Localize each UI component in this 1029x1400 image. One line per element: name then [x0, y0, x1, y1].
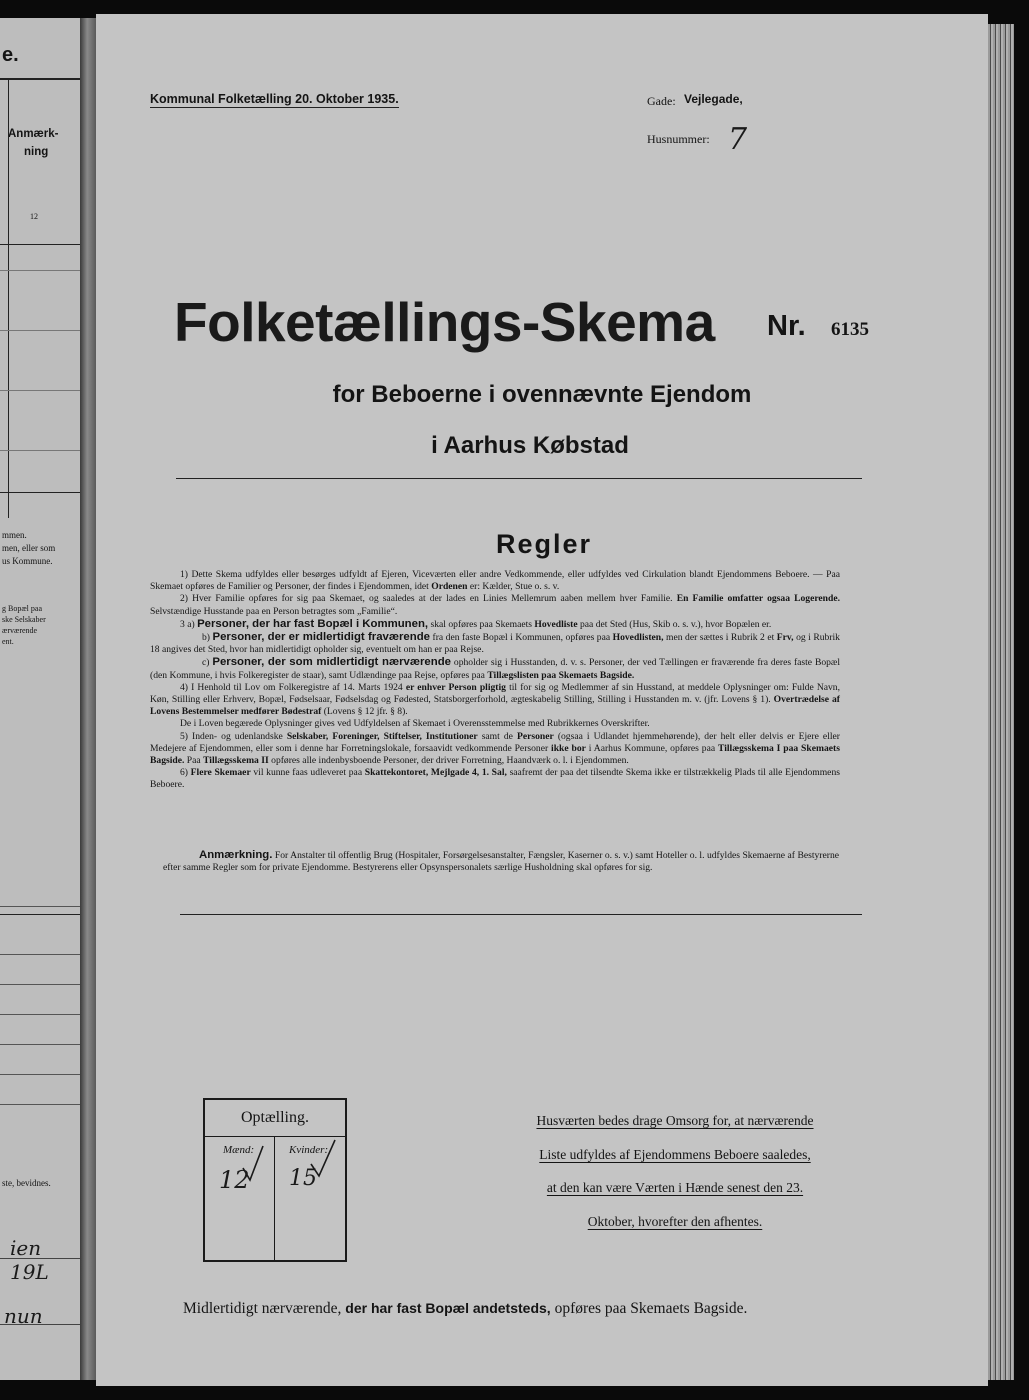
- left-snip: mmen.: [2, 530, 27, 540]
- census-header: Kommunal Folketælling 20. Oktober 1935.: [150, 92, 399, 106]
- kvinder-value: 15: [289, 1166, 317, 1191]
- rule-4-cont: De i Loven begærede Oplysninger gives ved Udfyldelsen af Skemaet i Overensstemmelse med Rubrikkernes Overskrifter.: [180, 718, 650, 730]
- left-row-line: [0, 1074, 80, 1075]
- anmaerkning-block: [163, 849, 839, 874]
- left-row-line: [0, 390, 80, 391]
- left-snip: ste, bevidnes.: [2, 1178, 51, 1188]
- kvinder-tick-mark: [309, 1138, 339, 1182]
- divider-top: [176, 478, 862, 479]
- husnummer-value: 7: [728, 122, 748, 157]
- form-subtitle: for Beboerne i ovennævnte Ejendom: [332, 381, 752, 408]
- regler-heading: Regler: [495, 529, 593, 559]
- left-snip: ærværende: [2, 626, 38, 635]
- gade-label: Gade:: [647, 94, 676, 108]
- left-col-rule: [8, 78, 9, 518]
- left-row-line: [0, 1324, 80, 1325]
- rule-5: 5) Inden- og udenlandske Selskaber, Foreninger, Stiftelser, Institutioner samt de Personer (ogsaa i Udlandet hjemmehørende), der helt eller delvis er Ejere eller Medejere af Ejendommen, eller som i denne har Forretningslokale, forsaavidt vedkommende Personer ikke bor i Aarhus Kommune, opføres paa Tillægsskema I paa Skemaets Bagside. Paa Tillægsskema II opføres alle indenbysboende Personer, der driver Forretning, Haandværk o. l. i Ejendommen.: [150, 730, 840, 767]
- left-handwriting: ien 19L: [10, 1236, 49, 1284]
- anmaerkning-text: Anmærkning. For Anstalter til offentlig Brug (Hospitaler, Forsørgelsesanstalter, Fængsler, Kaserner o. s. v.) samt Hoteller o. l. udfyldes Skemaerne af Bestyrerne efter samme Regler som for private Ejendomme. Bestyrerens eller Opsynspersonalets særlige Husholdning skal opføres for sig.: [163, 849, 839, 874]
- page-stack-edge: [988, 24, 1014, 1380]
- rule-2: 2) Hver Familie opføres for sig paa Skemaet, og saaledes at der lades en Linies Mellemrum aaben mellem hver Familie. En Familie omfatter ogsaa Logerende. Selvstændige Husstande paa en Person betragtes som „Familie“.: [150, 593, 841, 617]
- left-col-num: 12: [30, 212, 38, 221]
- rule-6: 6) Flere Skemaer vil kunne faas udleveret paa Skattekontoret, Mejlgade 4, 1. Sal, saafremt der paa det tilsendte Skema ikke er tilstrækkelig Plads til alle Ejendommens Beboere.: [150, 767, 840, 791]
- census-form-page: [96, 14, 988, 1386]
- notice-line: Husværten bedes drage Omsorg for, at nærværende: [536, 1113, 814, 1128]
- left-row-line: [0, 1258, 80, 1259]
- notice-line: at den kan være Værten i Hænde senest den 23.: [546, 1180, 804, 1195]
- left-row-line: [0, 492, 80, 493]
- rules-text: [150, 569, 840, 792]
- divider-bottom: [180, 914, 862, 915]
- left-row-line: [0, 1104, 80, 1105]
- rule-3a: 3 a) Personer, der har fast Bopæl i Kommunen, skal opføres paa Skemaets Hovedliste paa det Sted (Hus, Skib o. s. v.), hvor Bopælen er.: [180, 617, 772, 630]
- left-snip: g Bopæl paa: [2, 604, 42, 613]
- left-header-cell: [0, 18, 80, 80]
- left-snip: ent.: [2, 637, 14, 646]
- left-handwriting: nun: [4, 1304, 43, 1328]
- gade-value: Vejlegade,: [684, 92, 743, 106]
- form-title: Folketællings-Skema: [174, 291, 715, 353]
- optaelling-title: Optælling.: [205, 1100, 345, 1137]
- maend-label: Mænd:: [223, 1144, 255, 1156]
- nr-label: Nr.: [767, 310, 806, 342]
- husnummer-label: Husnummer:: [647, 132, 710, 146]
- optaelling-box: [203, 1098, 347, 1262]
- rule-1: 1) Dette Skema udfyldes eller besørges udfyldt af Ejeren, Viceværten eller andre Vedkommende, eller udfyldes ved Cirkulation blandt Ejendommens Beboere. — Paa Skemaet opføres de Familier og Personer, der findes i Ejendommen, idet Ordenen er: Kælder, Stue o. s. v.: [150, 569, 840, 593]
- notice-block: [508, 1104, 842, 1238]
- left-row-line: [0, 984, 80, 985]
- maend-value: 12: [219, 1166, 250, 1194]
- form-number: 6135: [831, 319, 869, 340]
- left-fragment-e: e.: [2, 44, 19, 66]
- left-column-head: [0, 78, 80, 245]
- left-anmaerk: Anmærk-: [8, 128, 59, 140]
- left-row-line: [0, 330, 80, 331]
- rule-4: 4) I Henhold til Lov om Folkeregistre af 14. Marts 1924 er enhver Person pligtig til for sig og Medlemmer af sin Husstand, at meddele Oplysninger om: Fulde Navn, Køn, Stilling eller Erhverv, Bopæl, Fødselsaar, Fødselsdag og Fødested, Statsborgerforhold, ægteskabelig Stilling, Stilling i Husstanden m. v. (jfr. Lovens § 1). Overtrædelse af Lovens Bestemmelser medfører Bødestraf (Lovens § 12 jfr. § 8).: [150, 681, 840, 718]
- notice-line: Oktober, hvorefter den afhentes.: [587, 1213, 763, 1229]
- left-row-line: [0, 1014, 80, 1015]
- left-snip: us Kommune.: [2, 556, 53, 566]
- form-location: i Aarhus Købstad: [431, 432, 629, 459]
- left-ning: ning: [24, 146, 49, 158]
- left-row-line: [0, 450, 80, 451]
- left-page-fragment: [0, 18, 80, 1380]
- left-row-line: [0, 906, 80, 907]
- left-row-line: [0, 1044, 80, 1045]
- notice-line: Liste udfyldes af Ejendommens Beboere saaledes,: [539, 1146, 811, 1162]
- left-snip: men, eller som: [2, 543, 56, 553]
- footer-note: Midlertidigt nærværende, der har fast Bopæl andetsteds, opføres paa Skemaets Bagside.: [183, 1300, 748, 1317]
- left-row-line: [0, 954, 80, 955]
- kvinder-label: Kvinder:: [289, 1144, 329, 1156]
- rule-3b: b) Personer, der er midlertidigt fraværende fra den faste Bopæl i Kommunen, opføres paa Hovedlisten, men der sættes i Rubrik 2 et Frv, og i Rubrik 18 angives det Sted, hvor han midlertidigt opholder sig, eventuelt om han er paa Rejse.: [150, 631, 840, 656]
- optaelling-divider: [274, 1136, 275, 1260]
- left-snip: ske Selskaber: [2, 615, 46, 624]
- book-gutter: [80, 18, 96, 1380]
- maend-tick-mark: [241, 1144, 265, 1184]
- left-row-line: [0, 914, 80, 915]
- left-row-line: [0, 270, 80, 271]
- rule-3c: c) Personer, der som midlertidigt nærværende opholder sig i Husstanden, d. v. s. Personer, der ved Tællingen er fraværende fra deres faste Bopæl (den Kommune, i hvis Folkeregister de staar), samt Udlændinge paa Rejse, opføres paa Tillægslisten paa Skemaets Bagside.: [150, 656, 841, 681]
